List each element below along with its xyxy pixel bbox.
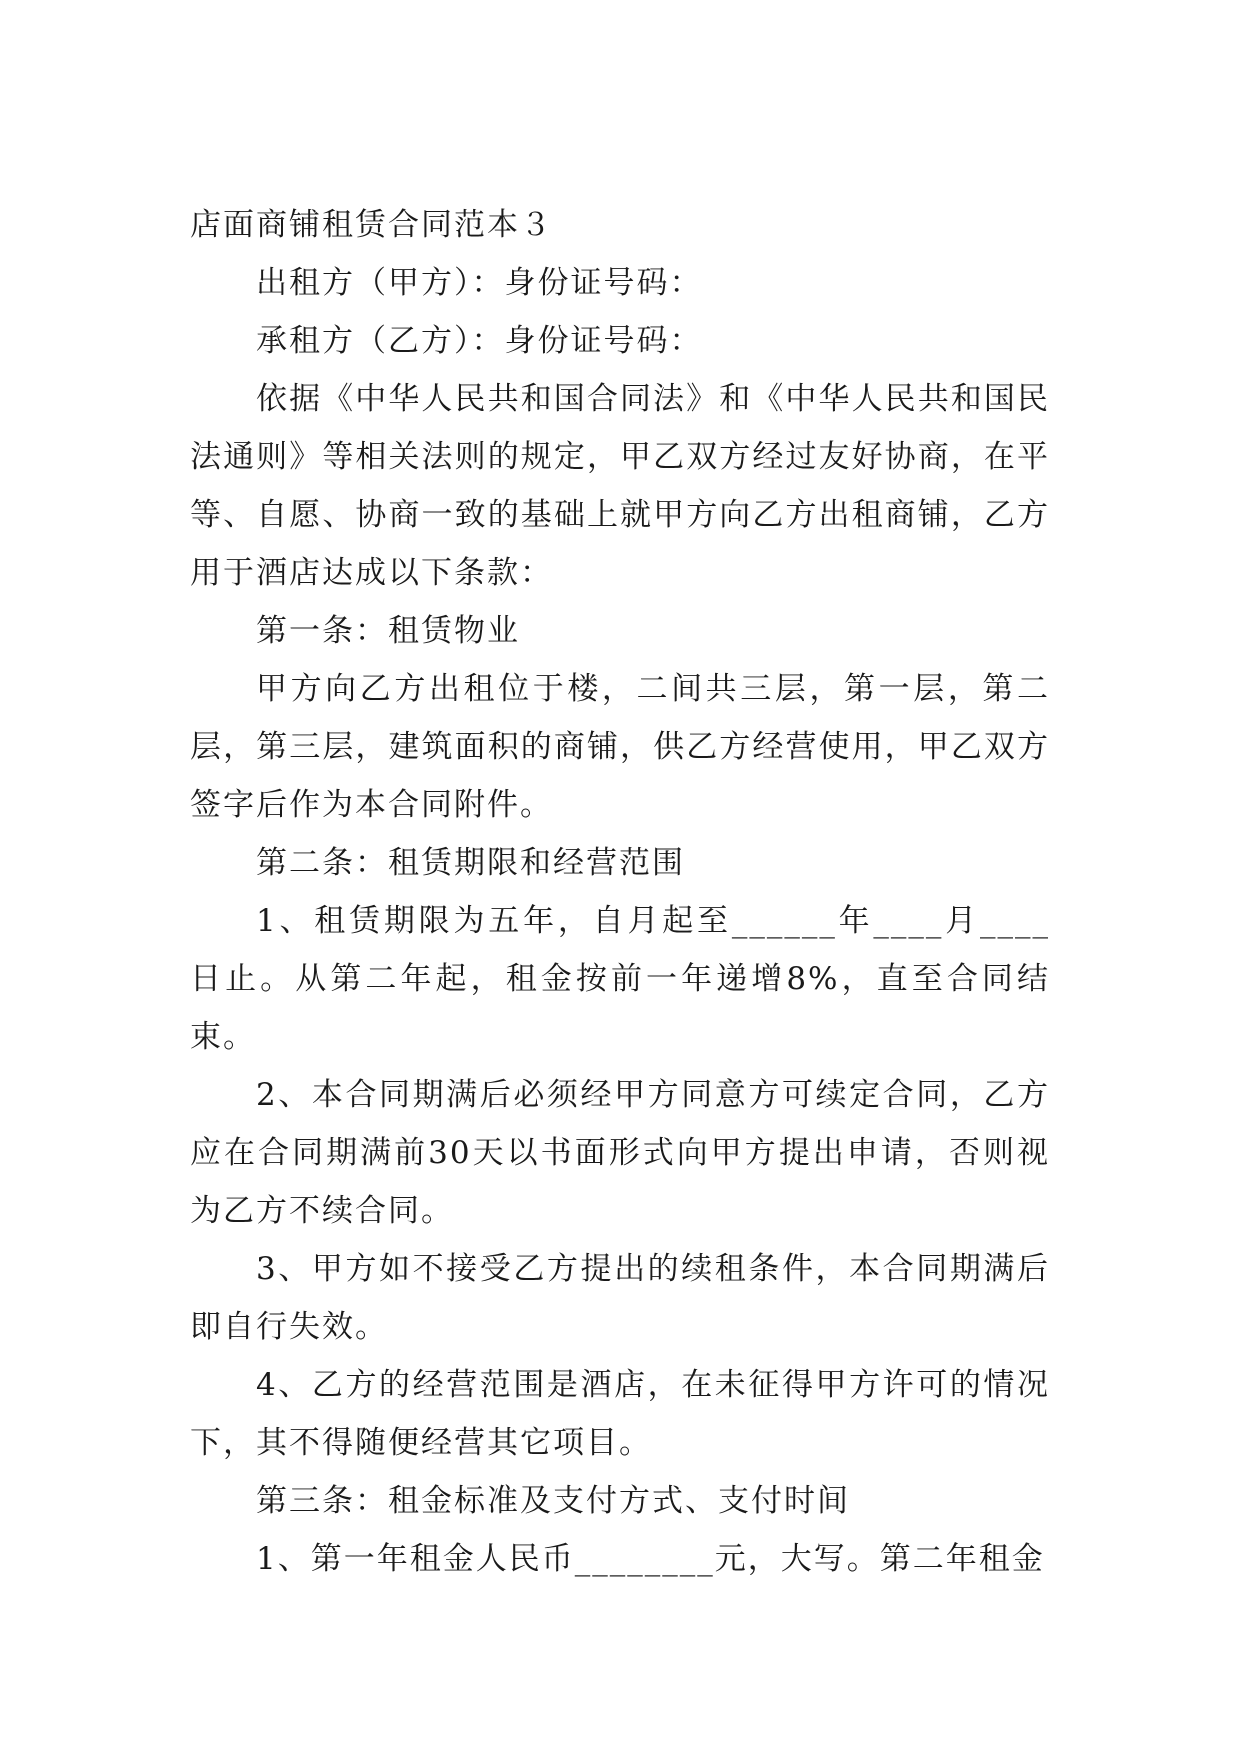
paragraph-lessee: 承租方（乙方）：身份证号码： (256, 323, 703, 359)
paragraph-lessor: 出租方（甲方）：身份证号码： (256, 265, 703, 301)
article-2-item-3: 3、甲方如不接受乙方提出的续租条件，本合同期满后即自行失效。 (190, 1251, 1050, 1345)
article-2-item-1: 1、租赁期限为五年，自月起至______年____月____日止。从第二年起，租金按前一年递增8%，直至合同结束。 (190, 903, 1050, 1055)
article-1-heading: 第一条：租赁物业 (256, 613, 520, 649)
article-1-body: 甲方向乙方出租位于楼，二间共三层，第一层，第二层，第三层，建筑面积的商铺，供乙方经营使用，甲乙双方签字后作为本合同附件。 (190, 671, 1050, 823)
article-3-heading: 第三条：租金标准及支付方式、支付时间 (256, 1483, 850, 1519)
article-3-item-1: 1、第一年租金人民币________元，大写。第二年租金 (256, 1541, 1045, 1577)
article-2-heading: 第二条：租赁期限和经营范围 (256, 845, 685, 881)
paragraph-preamble: 依据《中华人民共和国合同法》和《中华人民共和国民法通则》等相关法则的规定，甲乙双方经过友好协商，在平等、自愿、协商一致的基础上就甲方向乙方出租商铺，乙方用于酒店达成以下条款： (190, 381, 1050, 591)
document-page (190, 196, 1050, 1588)
document-title: 店面商铺租赁合同范本３ (190, 207, 553, 243)
article-2-item-4: 4、乙方的经营范围是酒店，在未征得甲方许可的情况下，其不得随便经营其它项目。 (190, 1367, 1050, 1461)
article-2-item-2: 2、本合同期满后必须经甲方同意方可续定合同，乙方应在合同期满前30天以书面形式向甲方提出申请，否则视为乙方不续合同。 (190, 1077, 1050, 1229)
